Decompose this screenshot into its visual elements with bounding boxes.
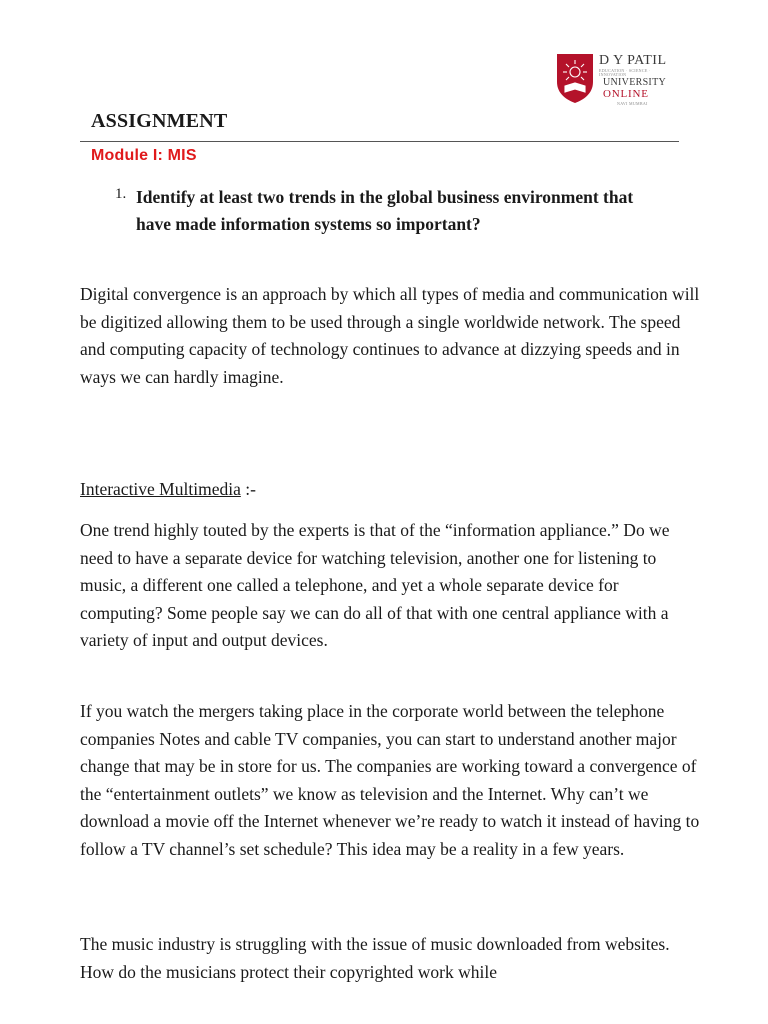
paragraph-music-industry: The music industry is struggling with the issue of music downloaded from websites. How do the musicians protect their copyrighted work while — [80, 934, 670, 982]
logo-online: ONLINE — [603, 88, 649, 100]
module-title: Module I: MIS — [91, 147, 197, 164]
paragraph-mergers: If you watch the mergers taking place in the corporate world between the telephone companies Notes and cable TV companies, you can start to understand another major change that may be in store for us. The companies are working toward a convergence of the “entertainment outlets” we know as television and the Internet. Why can’t we download a movie off the Internet whenever we’re ready to watch it instead of having to follow a TV channel’s set schedule? This idea may be a reality in a few years. — [80, 701, 700, 859]
shield-icon — [555, 52, 595, 104]
subheading-label: Interactive Multimedia — [80, 479, 241, 499]
university-logo — [555, 52, 670, 104]
logo-city: NAVI MUMBAI — [617, 101, 648, 106]
question-number: 1. — [115, 186, 127, 202]
logo-tagline: EDUCATION · SCIENCE · INNOVATION — [599, 68, 651, 77]
section-subheading — [80, 476, 700, 504]
assignment-heading: ASSIGNMENT — [91, 110, 228, 132]
logo-name: D Y PATIL — [599, 53, 667, 68]
subheading-suffix: :- — [240, 479, 256, 499]
paragraph-digital-convergence: Digital convergence is an approach by which all types of media and communication will be digitized allowing them to be used through a single worldwide network. The speed and computing capacity of technology continues to advance at dizzying speeds and in ways we can hardly imagine. — [80, 284, 700, 387]
heading-divider — [80, 141, 679, 142]
logo-university: UNIVERSITY — [603, 77, 666, 88]
question-text: Identify at least two trends in the global business environment that have made information systems so important? — [136, 187, 634, 234]
logo-wordmark — [599, 54, 671, 106]
paragraph-information-appliance: One trend highly touted by the experts is that of the “information appliance.” Do we need to have a separate device for watching television, another one for listening to music, a different one called a telephone, and yet a whole separate device for computing? Some people say we can do all of that with one central appliance with a variety of input and output devices. — [80, 520, 670, 650]
